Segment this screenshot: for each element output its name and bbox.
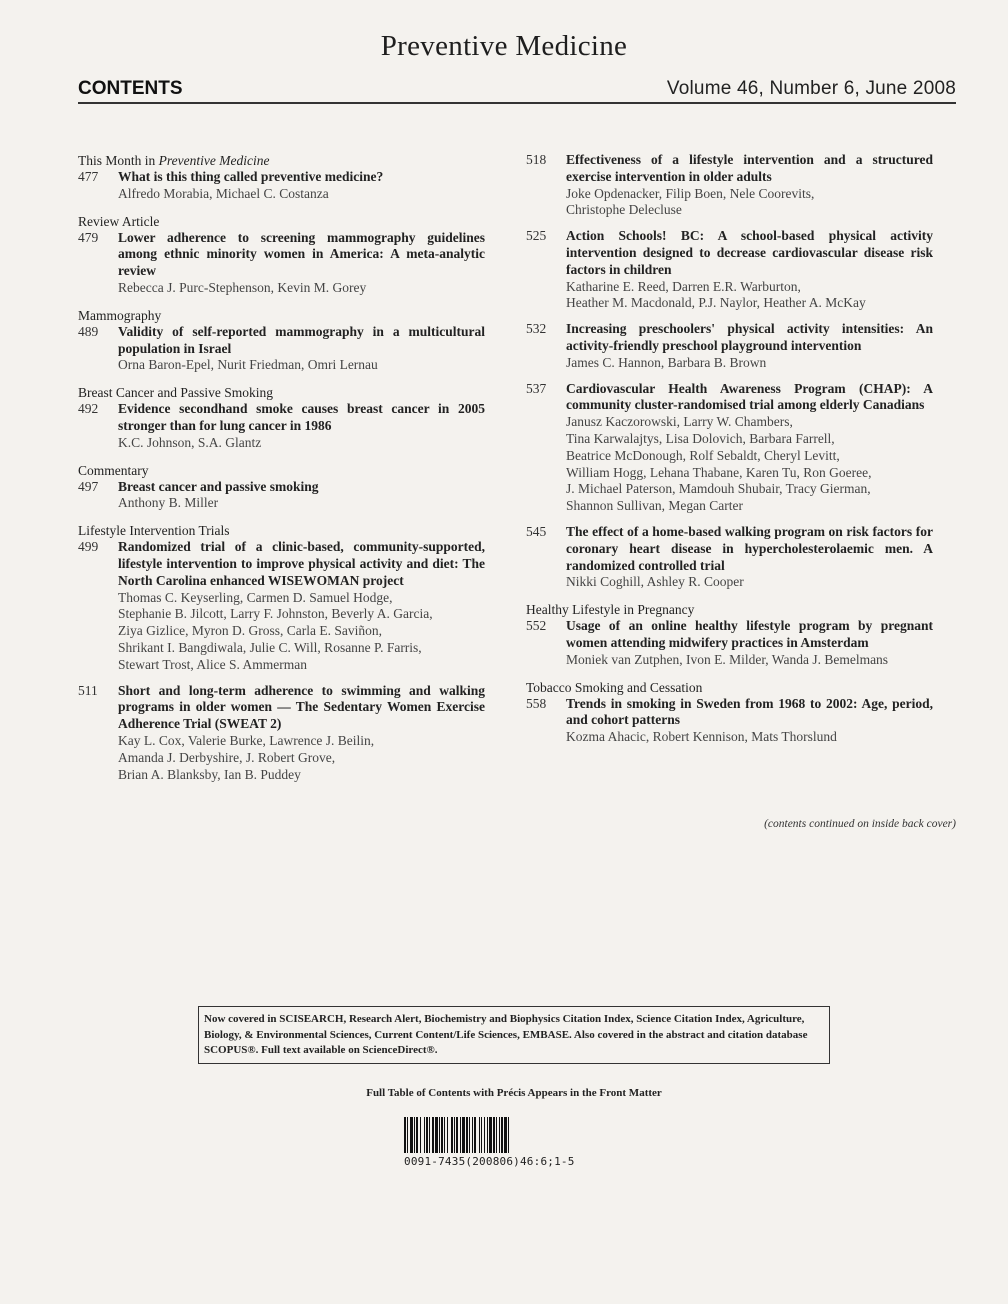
entry-body bbox=[118, 479, 485, 513]
section-heading-prefix: This Month in bbox=[78, 153, 159, 168]
article-authors: J. Michael Paterson, Mamdouh Shubair, Tracy Gierman, bbox=[566, 481, 871, 497]
barcode-bar bbox=[509, 1117, 511, 1153]
page-number: 489 bbox=[78, 323, 99, 339]
article-authors: Kay L. Cox, Valerie Burke, Lawrence J. Beilin, bbox=[118, 732, 375, 748]
entry-body bbox=[566, 228, 933, 312]
toc-entry[interactable] bbox=[526, 228, 933, 312]
article-title[interactable]: Trends in smoking in Sweden from 1968 to 2002: Age, period, and cohort patterns bbox=[566, 695, 933, 728]
article-authors: Orna Baron-Epel, Nurit Friedman, Omri Lernau bbox=[118, 357, 378, 373]
article-authors: Moniek van Zutphen, Ivon E. Milder, Wanda J. Bemelmans bbox=[566, 651, 889, 667]
section-heading: Mammography bbox=[78, 307, 162, 323]
page-number: 511 bbox=[78, 682, 98, 698]
entry-body bbox=[566, 381, 933, 515]
article-authors: Rebecca J. Purc-Stephenson, Kevin M. Gorey bbox=[118, 279, 367, 295]
toc-entry[interactable] bbox=[78, 230, 485, 297]
article-authors: Janusz Kaczorowski, Larry W. Chambers, bbox=[566, 414, 793, 430]
barcode-icon bbox=[404, 1117, 620, 1153]
entry-body bbox=[118, 539, 485, 673]
page-number: 479 bbox=[78, 229, 99, 245]
toc-section bbox=[78, 307, 485, 374]
article-authors: Beatrice McDonough, Rolf Sebaldt, Cheryl Levitt, bbox=[566, 447, 840, 463]
article-authors: Joke Opdenacker, Filip Boen, Nele Coorevits, bbox=[566, 185, 815, 201]
page-number: 499 bbox=[78, 539, 99, 555]
volume-info: Volume 46, Number 6, June 2008 bbox=[666, 78, 956, 99]
article-title[interactable]: Evidence secondhand smoke causes breast cancer in 2005 stronger than for lung cancer in 1986 bbox=[118, 401, 485, 433]
article-authors: Christophe Delecluse bbox=[566, 202, 682, 218]
toc-section bbox=[78, 213, 485, 297]
article-title[interactable]: Randomized trial of a clinic-based, community-supported, lifestyle intervention to improve physical activity and diet: The North Carolina enhanced WISEWOMAN project bbox=[118, 539, 485, 588]
section-heading: Breast Cancer and Passive Smoking bbox=[78, 385, 273, 401]
article-authors: Alfredo Morabia, Michael C. Costanza bbox=[118, 185, 329, 201]
toc-section bbox=[526, 601, 933, 668]
entry-body bbox=[118, 169, 485, 203]
article-authors: Shannon Sullivan, Megan Carter bbox=[566, 498, 743, 514]
article-authors: William Hogg, Lehana Thabane, Karen Tu, Ron Goeree, bbox=[566, 464, 872, 480]
toc-section bbox=[526, 679, 933, 746]
article-authors: Kozma Ahacic, Robert Kennison, Mats Thorslund bbox=[566, 729, 837, 745]
article-title[interactable]: Effectiveness of a lifestyle intervention and a structured exercise intervention in older adults bbox=[566, 152, 933, 184]
toc-section bbox=[526, 152, 933, 591]
full-toc-note: Full Table of Contents with Précis Appears in the Front Matter bbox=[366, 1087, 662, 1099]
section-heading bbox=[78, 152, 485, 169]
entry-body bbox=[118, 324, 485, 374]
section-heading: Healthy Lifestyle in Pregnancy bbox=[526, 602, 695, 618]
article-title[interactable]: Validity of self-reported mammography in a multicultural population in Israel bbox=[118, 323, 485, 356]
entry-body bbox=[118, 401, 485, 451]
page-number: 545 bbox=[526, 523, 547, 539]
page-number: 497 bbox=[78, 478, 99, 494]
article-authors: Stephanie B. Jilcott, Larry F. Johnston, Beverly A. Garcia, bbox=[118, 606, 433, 622]
toc-entry[interactable] bbox=[526, 524, 933, 591]
article-authors: Stewart Trost, Alice S. Ammerman bbox=[118, 656, 307, 672]
contents-label: CONTENTS bbox=[78, 78, 183, 99]
toc-entry[interactable] bbox=[78, 479, 485, 513]
coverage-notice: Now covered in SCISEARCH, Research Alert, Biochemistry and Biophysics Citation Index, Science Citation Index, Agriculture, Biology, & Environmental Sciences, Current Content/Life Sciences, EMBASE. Also covered in the abstract and citation database SCOPUS®. Full text available on ScienceDirect®. bbox=[198, 1006, 830, 1064]
article-authors: Katharine E. Reed, Darren E.R. Warburton, bbox=[566, 278, 801, 294]
toc-section bbox=[78, 384, 485, 451]
toc-section bbox=[78, 522, 485, 783]
section-heading: Tobacco Smoking and Cessation bbox=[526, 679, 703, 695]
toc-entry[interactable] bbox=[78, 683, 485, 784]
page-number: 477 bbox=[78, 169, 99, 184]
article-title[interactable]: Usage of an online healthy lifestyle program by pregnant women attending midwifery practices in Amsterdam bbox=[566, 618, 933, 650]
entry-body bbox=[566, 618, 933, 668]
toc-entry[interactable] bbox=[526, 321, 933, 371]
header-rule bbox=[78, 102, 956, 104]
toc-entry[interactable] bbox=[78, 169, 485, 203]
page-number: 532 bbox=[526, 321, 547, 337]
article-title[interactable]: Action Schools! BC: A school-based physical activity intervention designed to decrease cardiovascular disease risk factors in children bbox=[566, 228, 933, 277]
barcode-number: 0091-7435(200806)46:6;1-5 bbox=[404, 1155, 575, 1168]
page-number: 518 bbox=[526, 152, 547, 167]
article-title[interactable]: Cardiovascular Health Awareness Program (CHAP): A community cluster-randomised trial among elderly Canadians bbox=[566, 380, 933, 413]
contents-continued-note: (contents continued on inside back cover) bbox=[764, 818, 956, 830]
barcode bbox=[404, 1117, 620, 1168]
toc-entry[interactable] bbox=[526, 152, 933, 219]
entry-body bbox=[566, 524, 933, 591]
article-authors: Ziya Gizlice, Myron D. Gross, Carla E. Saviñon, bbox=[118, 623, 382, 639]
article-authors: Tina Karwalajtys, Lisa Dolovich, Barbara Farrell, bbox=[566, 430, 835, 446]
page-number: 558 bbox=[526, 695, 547, 711]
article-authors: James C. Hannon, Barbara B. Brown bbox=[566, 354, 767, 370]
toc-entry[interactable] bbox=[526, 381, 933, 515]
entry-body bbox=[566, 321, 933, 371]
toc-entry[interactable] bbox=[78, 401, 485, 451]
contents-right-column bbox=[526, 152, 933, 756]
article-authors: Thomas C. Keyserling, Carmen D. Samuel Hodge, bbox=[118, 589, 393, 605]
article-authors: Amanda J. Derbyshire, J. Robert Grove, bbox=[118, 749, 336, 765]
article-authors: Brian A. Blanksby, Ian B. Puddey bbox=[118, 766, 301, 782]
article-title[interactable]: Lower adherence to screening mammography guidelines among ethnic minority women in America: A meta-analytic review bbox=[118, 229, 485, 279]
page-number: 537 bbox=[526, 380, 547, 396]
entry-body bbox=[566, 152, 933, 219]
contents-left-column bbox=[78, 152, 485, 793]
toc-section bbox=[78, 152, 485, 203]
article-title[interactable]: Breast cancer and passive smoking bbox=[118, 478, 319, 494]
toc-entry[interactable] bbox=[526, 696, 933, 746]
section-heading: Commentary bbox=[78, 462, 149, 478]
section-heading: Lifestyle Intervention Trials bbox=[78, 523, 230, 539]
article-title[interactable]: Increasing preschoolers' physical activity intensities: An activity-friendly preschool playground intervention bbox=[566, 321, 933, 353]
section-heading-journal: Preventive Medicine bbox=[158, 153, 270, 168]
toc-entry[interactable] bbox=[78, 324, 485, 374]
page-number: 492 bbox=[78, 401, 99, 417]
entry-body bbox=[118, 230, 485, 297]
article-authors: Shrikant I. Bangdiwala, Julie C. Will, Rosanne P. Farris, bbox=[118, 639, 422, 655]
article-title[interactable]: The effect of a home-based walking program on risk factors for coronary heart disease in hypercholesterolaemic men. A randomized controlled trial bbox=[566, 523, 933, 573]
toc-entry[interactable] bbox=[526, 618, 933, 668]
article-authors: Anthony B. Miller bbox=[118, 495, 219, 511]
article-authors: Heather M. Macdonald, P.J. Naylor, Heather A. McKay bbox=[566, 295, 866, 311]
article-title[interactable]: Short and long-term adherence to swimming and walking programs in older women — The Sedentary Women Exercise Adherence Trial (SWEAT 2) bbox=[118, 682, 485, 732]
entry-body bbox=[566, 696, 933, 746]
toc-section bbox=[78, 462, 485, 513]
journal-title: Preventive Medicine bbox=[380, 30, 628, 62]
article-title[interactable]: What is this thing called preventive medicine? bbox=[118, 169, 384, 184]
article-authors: K.C. Johnson, S.A. Glantz bbox=[118, 434, 262, 450]
toc-entry[interactable] bbox=[78, 539, 485, 673]
section-heading: Review Article bbox=[78, 213, 160, 229]
page-number: 525 bbox=[526, 228, 547, 244]
page-number: 552 bbox=[526, 618, 547, 634]
article-authors: Nikki Coghill, Ashley R. Cooper bbox=[566, 574, 744, 590]
entry-body bbox=[118, 683, 485, 784]
